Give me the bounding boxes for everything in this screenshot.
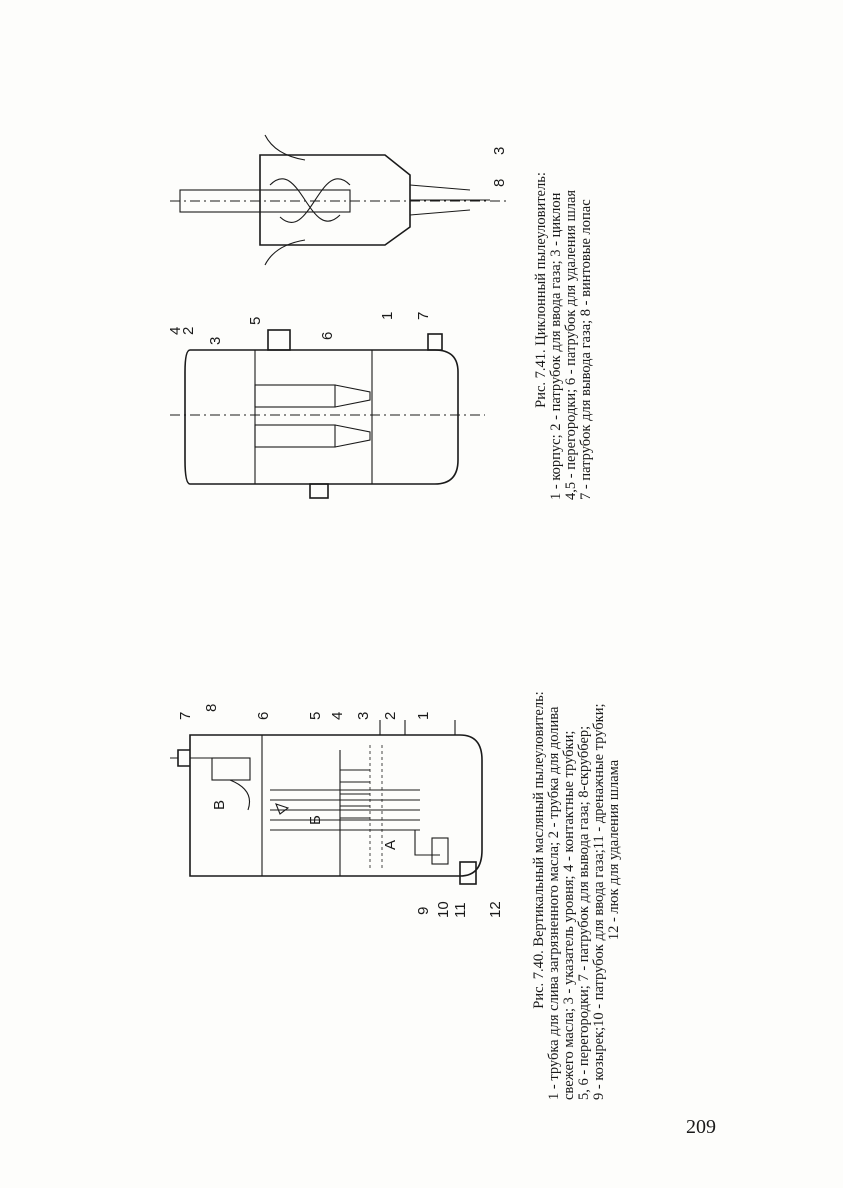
label-3: 3 (355, 711, 372, 720)
label-4: 4 (329, 711, 346, 720)
page-number: 209 (686, 1116, 716, 1138)
cyclone-units (255, 385, 370, 447)
label-3: 3 (207, 336, 224, 345)
figure-7-40-drawing (170, 690, 510, 990)
label-detail-3: 3 (491, 146, 508, 155)
caption-title: Рис. 7.40. Вертикальный масляный пылеуловитель: (531, 691, 547, 1009)
label-4: 4 (167, 326, 184, 335)
figure-7-41-cyclone-detail (170, 95, 520, 295)
caption-line: 4,5 - перегородки; 6 - патрубок для удаления шлая (563, 189, 579, 500)
label-1: 1 (415, 711, 432, 720)
label-zone-v: В (211, 799, 228, 810)
caption-line: 9 - козырек;10 - патрубок для ввода газа;11 - дренажные трубки; (591, 703, 607, 1100)
label-7: 7 (415, 311, 432, 320)
label-1: 1 (379, 311, 396, 320)
label-zone-a: А (382, 839, 399, 850)
label-2: 2 (180, 326, 197, 335)
label-8: 8 (203, 703, 220, 712)
caption-line: 7 - патрубок для вывода газа; 8 - винтовые лопас (578, 199, 594, 500)
label-7: 7 (177, 711, 194, 720)
label-5: 5 (247, 316, 264, 325)
label-12: 12 (487, 901, 504, 918)
label-6: 6 (319, 331, 336, 340)
caption-title: Рис. 7.41. Циклонный пылеуловитель: (533, 172, 549, 408)
contact-tubes (270, 790, 420, 830)
caption-fig-7-41 (534, 80, 594, 500)
caption-line: 12 - люк для удаления шлама (606, 759, 622, 941)
caption-line: 1 - корпус; 2 - патрубок для ввода газа; 3 - циклон (548, 192, 564, 500)
caption-line: свежего масла; 3 - указатель уровня; 4 - контактные трубки; (561, 730, 577, 1100)
caption-line: 1 - трубка для слива загрязненного масла; 2 - трубка для долива (546, 706, 562, 1100)
label-6: 6 (255, 711, 272, 720)
label-zone-b: Б (307, 815, 324, 825)
label-detail-8: 8 (491, 178, 508, 187)
label-11: 11 (452, 902, 469, 918)
label-5: 5 (307, 711, 324, 720)
label-10: 10 (435, 901, 452, 918)
caption-fig-7-40 (532, 600, 622, 1100)
label-9: 9 (415, 906, 432, 915)
caption-line: 5, 6 - перегородки; 7 - патрубок для вывода газа; 8-скруббер; (576, 725, 592, 1100)
figure-7-41-body-drawing (160, 300, 500, 530)
drain-tubes (340, 770, 370, 818)
label-2: 2 (382, 711, 399, 720)
